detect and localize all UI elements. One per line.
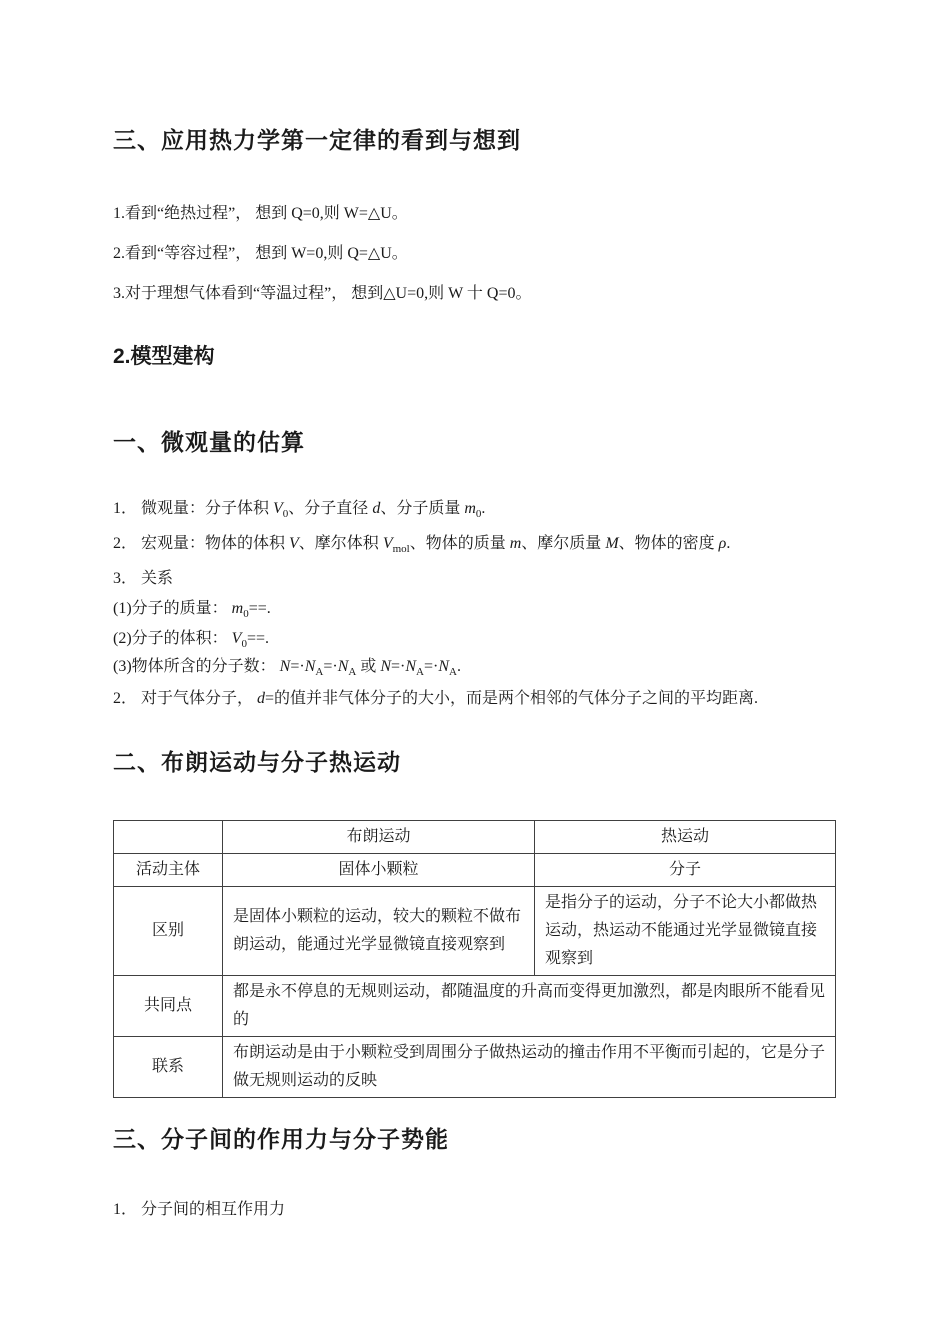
micro-line-4: (1)分子的质量： $m_0==$. — [113, 600, 271, 621]
heading-model-building: 2.模型建构 — [113, 345, 215, 368]
table-row-subject — [114, 854, 836, 887]
heading-thermo-application: 三、应用热力学第一定律的看到与想到 — [113, 127, 521, 153]
thermo-item-2: 2.看到“等容过程”， 想到 W=0,则 Q=△U。 — [113, 245, 408, 262]
table-cell: 是指分子的运动，分子不论大小都做热运动，热运动不能通过光学显微镜直接观察到 — [535, 887, 836, 976]
thermo-item-1: 1.看到“绝热过程”， 想到 Q=0,则 W=△U。 — [113, 205, 408, 222]
micro-line-7: 2． 对于气体分子， d=的值并非气体分子的大小，而是两个相邻的气体分子之间的平均距离. — [113, 690, 759, 707]
forces-line-1: 1． 分子间的相互作用力 — [113, 1201, 286, 1218]
table-cell: 是固体小颗粒的运动，较大的颗粒不做布朗运动，能通过光学显微镜直接观察到 — [223, 887, 535, 976]
micro-line-3: 3． 关系 — [113, 570, 174, 587]
table-cell: 分子 — [535, 854, 836, 887]
heading-micro-quantities: 一、微观量的估算 — [113, 429, 305, 455]
table-row-label: 区别 — [114, 887, 223, 976]
table-row-relation — [114, 1037, 836, 1098]
table-header-cell-blank — [114, 821, 223, 854]
heading-brownian-motion: 二、布朗运动与分子热运动 — [113, 749, 401, 775]
table-row-label: 活动主体 — [114, 854, 223, 887]
table-cell-merged: 都是永不停息的无规则运动，都随温度的升高而变得更加激烈，都是肉眼所不能看见的 — [223, 976, 836, 1037]
micro-line-5: (2)分子的体积： $V_0==$. — [113, 630, 269, 651]
table-cell: 固体小颗粒 — [223, 854, 535, 887]
micro-line-2: 2． 宏观量：物体的体积 V、摩尔体积 $V_{mol}$、物体的质量 m、摩尔质量 M、物体的密度 ρ. — [113, 535, 731, 556]
table-header-cell-thermal: 热运动 — [535, 821, 836, 854]
table-cell-merged: 布朗运动是由于小颗粒受到周围分子做热运动的撞击作用不平衡而引起的，它是分子做无规则运动的反映 — [223, 1037, 836, 1098]
heading-molecular-forces: 三、分子间的作用力与分子势能 — [113, 1126, 449, 1152]
thermo-item-3: 3.对于理想气体看到“等温过程”， 想到△U=0,则 W 十 Q=0。 — [113, 285, 532, 302]
table-row-difference — [114, 887, 836, 976]
table-row-label: 联系 — [114, 1037, 223, 1098]
micro-line-1: 1． 微观量：分子体积 $V_0$、分子直径 d、分子质量 $m_0$. — [113, 500, 486, 521]
brownian-comparison-table — [113, 820, 836, 1098]
micro-line-6: (3)物体所含的分子数： $N=\cdot N_A=\cdot N_A$ 或 $N=\cdot N_A=\cdot N_A$. — [113, 658, 461, 679]
table-header-cell-brownian: 布朗运动 — [223, 821, 535, 854]
table-row-common — [114, 976, 836, 1037]
table-header-row — [114, 821, 836, 854]
table-row-label: 共同点 — [114, 976, 223, 1037]
